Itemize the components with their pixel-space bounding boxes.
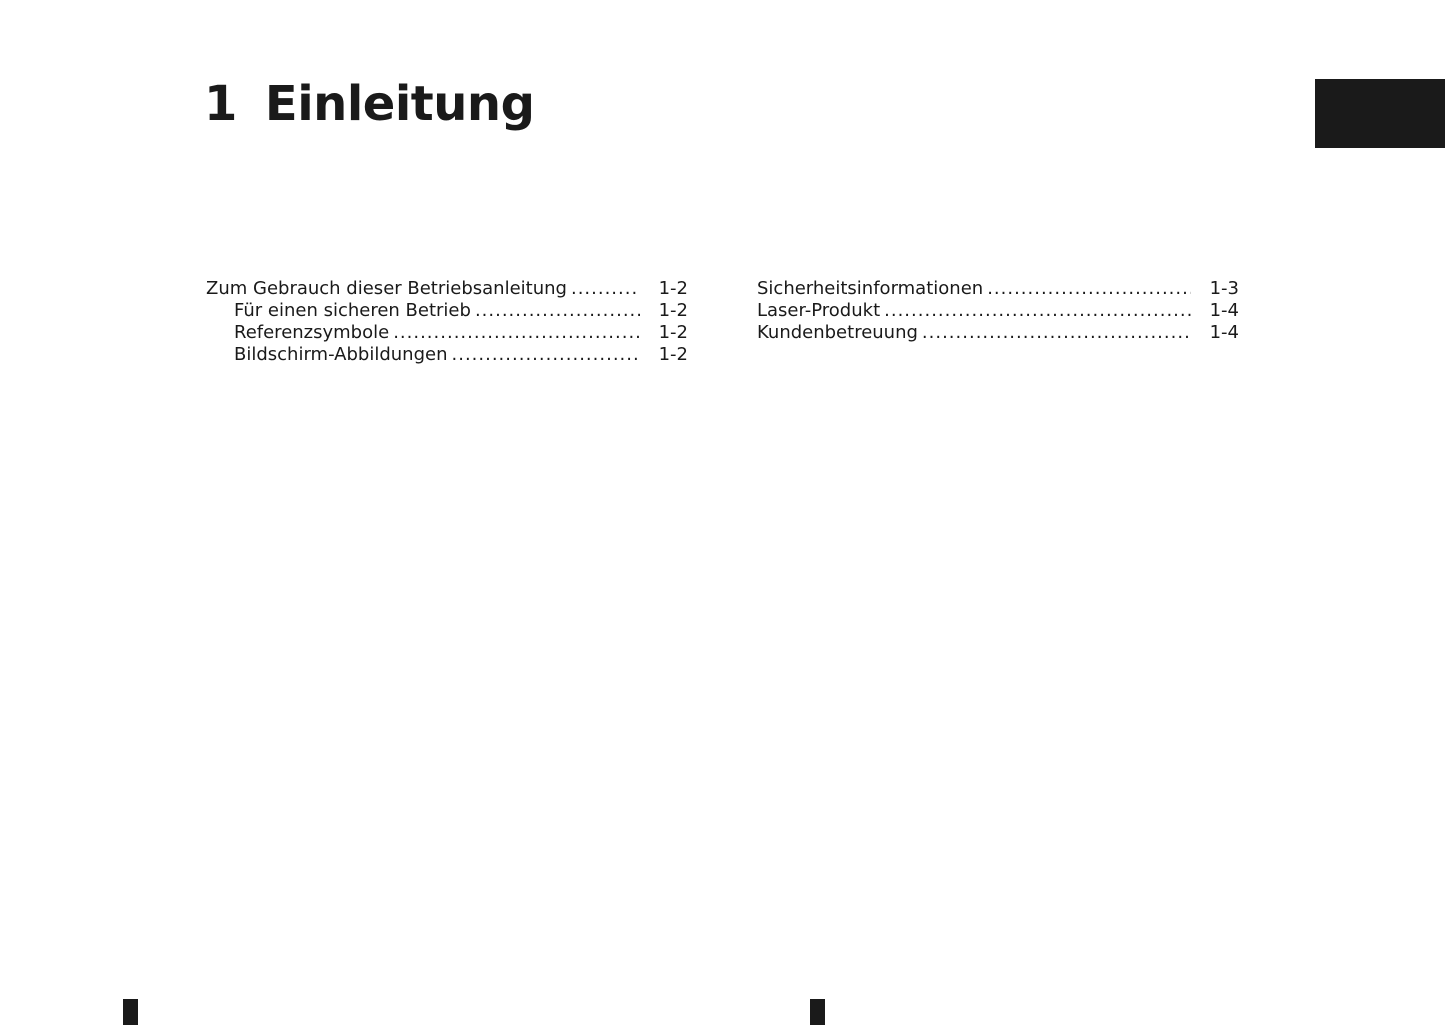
chapter-thumb-tab <box>1315 79 1445 148</box>
crop-mark-right <box>810 999 825 1025</box>
toc-subentry[interactable] <box>206 344 688 366</box>
toc-dot-leader <box>475 300 640 322</box>
toc-entry[interactable] <box>757 322 1239 344</box>
chapter-title-text: Einleitung <box>264 76 535 132</box>
toc-entry-page: 1-3 <box>1209 278 1239 299</box>
toc-left-column <box>206 278 688 366</box>
toc-entry[interactable] <box>757 278 1239 300</box>
toc-entry-page: 1-4 <box>1209 322 1239 343</box>
toc-entry-page: 1-2 <box>658 322 688 343</box>
toc-entry-page: 1-2 <box>658 300 688 321</box>
toc-entry-page: 1-2 <box>658 344 688 365</box>
toc-entry-page: 1-4 <box>1209 300 1239 321</box>
toc-entry-label: Für einen sicheren Betrieb <box>234 300 471 321</box>
crop-mark-left <box>123 999 138 1025</box>
toc-dot-leader <box>884 300 1191 322</box>
toc-entry[interactable] <box>206 278 688 300</box>
toc-subentry[interactable] <box>206 300 688 322</box>
chapter-number: 1 <box>204 76 237 132</box>
toc-entry-label: Referenzsymbole <box>234 322 390 343</box>
toc-entry-label: Sicherheitsinformationen <box>757 278 984 299</box>
toc-dot-leader <box>987 278 1191 300</box>
toc-dot-leader <box>393 322 640 344</box>
toc-entry-label: Laser-Produkt <box>757 300 881 321</box>
chapter-title <box>204 74 534 134</box>
toc-dot-leader <box>571 278 640 300</box>
toc-dot-leader <box>922 322 1191 344</box>
toc-entry-label: Kundenbetreuung <box>757 322 918 343</box>
toc-subentry[interactable] <box>206 322 688 344</box>
toc-dot-leader <box>452 344 641 366</box>
toc-right-column <box>757 278 1239 344</box>
toc-entry-page: 1-2 <box>658 278 688 299</box>
toc-entry-label: Zum Gebrauch dieser Betriebsanleitung <box>206 278 567 299</box>
toc-entry[interactable] <box>757 300 1239 322</box>
toc-entry-label: Bildschirm-Abbildungen <box>234 344 448 365</box>
